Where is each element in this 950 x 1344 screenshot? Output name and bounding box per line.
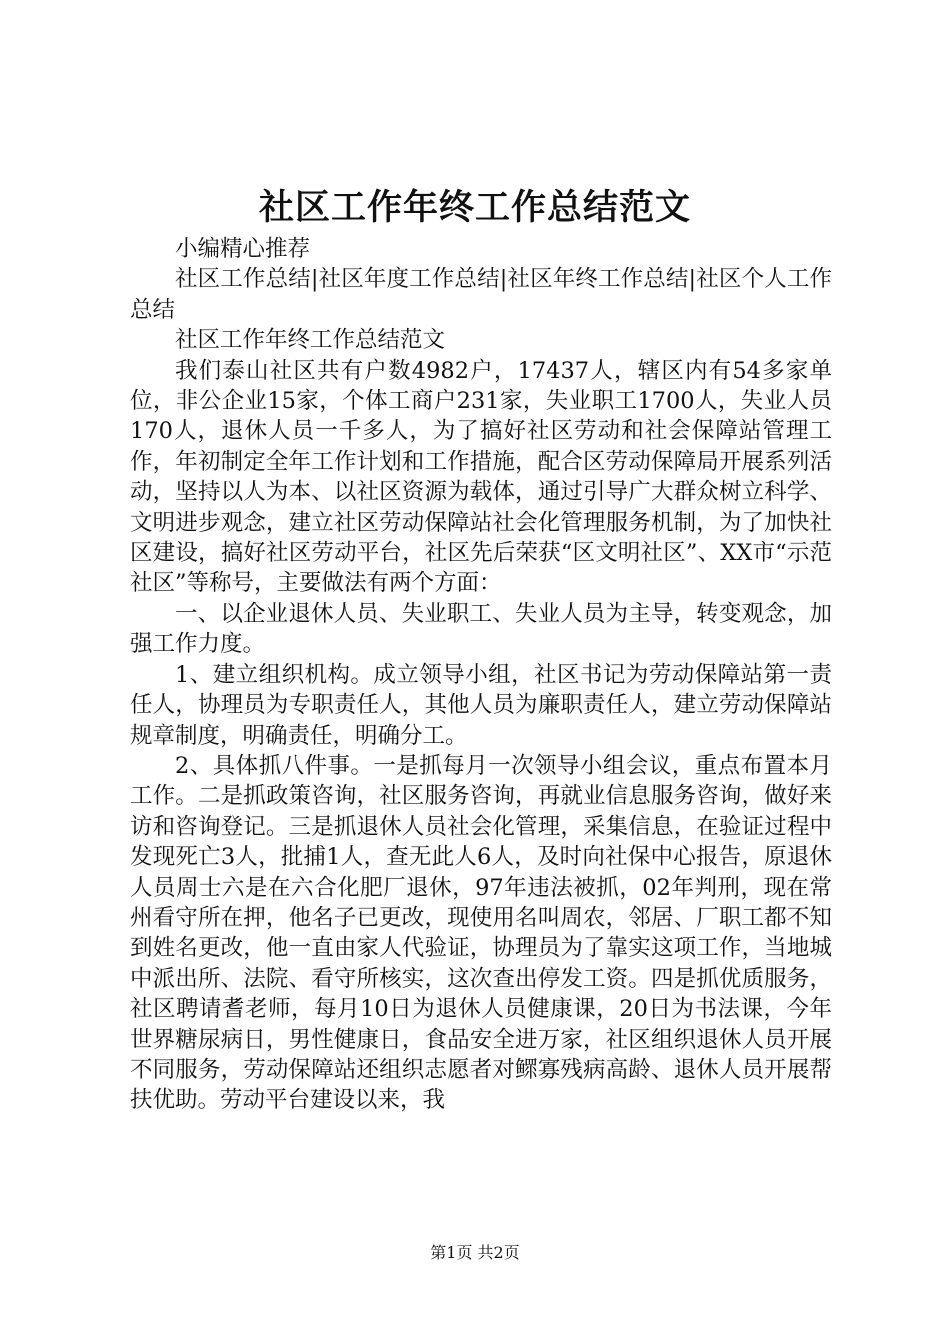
item-paragraph-1: 1、建立组织机构。成立领导小组，社区书记为劳动保障站第一责任人，协理员为专职责任人，其他人员为廉职责任人，建立劳动保障站规章制度，明确责任，明确分工。 <box>130 661 832 749</box>
related-links-line: 社区工作总结|社区年度工作总结|社区年终工作总结|社区个人工作总结 <box>130 266 832 323</box>
recommend-line: 小编精心推荐 <box>175 236 311 262</box>
subtitle-line: 社区工作年终工作总结范文 <box>175 327 446 354</box>
document-title: 社区工作年终工作总结范文 <box>258 187 691 228</box>
section-heading-1: 一、以企业退休人员、失业职工、失业人员为主导，转变观念，加强工作力度。 <box>130 600 832 658</box>
document-body <box>130 234 832 1116</box>
page-footer: 第1页 共2页 <box>430 1243 520 1262</box>
item-paragraph-2: 2、具体抓八件事。一是抓每月一次领导小组会议，重点布置本月工作。二是抓政策咨询，社区服务咨询，再就业信息服务咨询，做好来访和咨询登记。三是抓退休人员社会化管理，采集信息，在验证过程中发现死亡3人，批捕1人，查无此人6人，及时向社保中心报告，原退休人员周士六是在六合化肥厂退休，97年违法被抓，02年判刑，现在常州看守所在押，他名子已更改，现使用名叫周农，邻居、厂职工都不知到姓名更改，他一直由家人代验证，协理员为了靠实这项工作，当地城中派出所、法院、看守所核实，这次查出停发工资。四是抓优质服务，社区聘请耆老师，每月10日为退休人员健康课，20日为书法课，今年世界糖尿病日，男性健康日，食品安全进万家，社区组织退休人员开展不同服务，劳动保障站还组织志愿者对鳏寡残病高龄、退休人员开展帮扶优助。劳动平台建设以来，我 <box>130 752 832 1114</box>
intro-paragraph: 我们泰山社区共有户数4982户，17437人，辖区内有54多家单位，非公企业15家，个体工商户231家，失业职工1700人，失业人员170人，退休人员一千多人，为了搞好社区劳动和社会保障站管理工作，年初制定全年工作计划和工作措施，配合区劳动保障局开展系列活动，坚持以人为本、以社区资源为载体，通过引导广大群众树立科学、文明进步观念，建立社区劳动保障站社会化管理服务机制，为了加快社区建设，搞好社区劳动平台，社区先后荣获“区文明社区”、XX市“示范社区”等称号，主要做法有两个方面： <box>130 357 832 597</box>
